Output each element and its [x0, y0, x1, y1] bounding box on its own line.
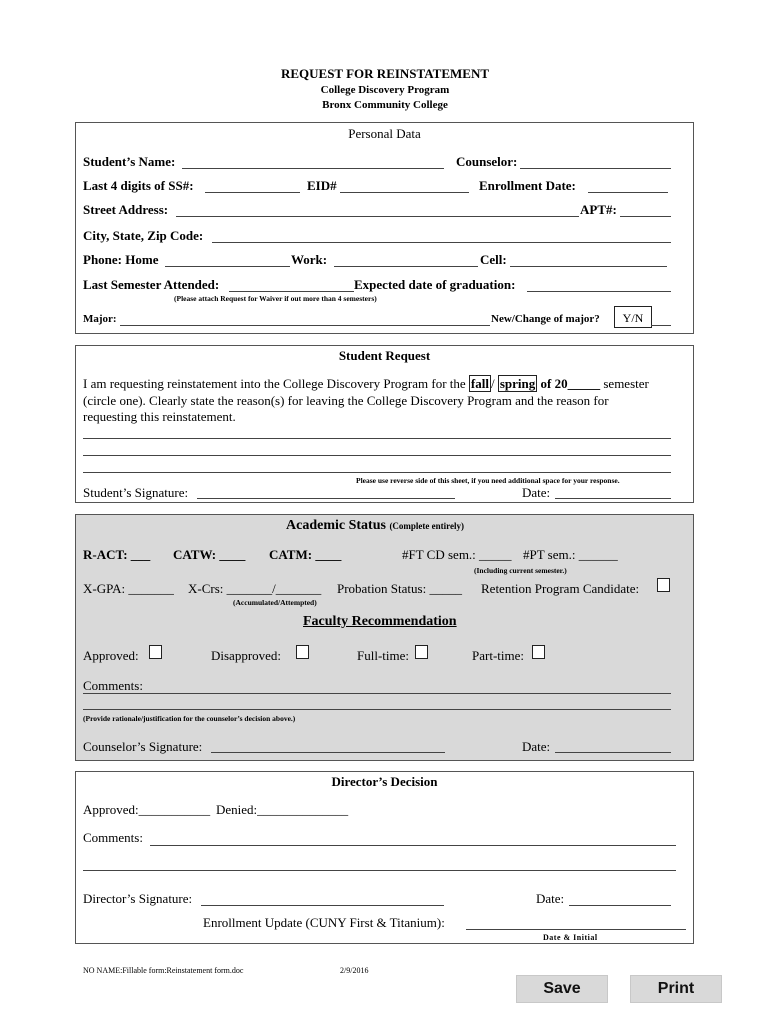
year-field[interactable]: of 20_____	[540, 376, 601, 391]
approved-checkbox[interactable]	[149, 645, 162, 659]
request-line-2: (circle one). Clearly state the reason(s) for leaving the College Discovery Program and the reason for	[83, 393, 609, 408]
rationale-note: (Provide rationale/justification for the counselor’s decision above.)	[83, 714, 296, 723]
enrollment-date-label: Enrollment Date:	[479, 178, 576, 193]
cell-field[interactable]	[510, 266, 667, 267]
counselor-signature-field[interactable]	[211, 752, 445, 753]
director-date-label: Date:	[536, 891, 565, 906]
director-comments-line-2[interactable]	[83, 870, 676, 871]
xgpa-field[interactable]: X-GPA: _______	[83, 581, 174, 596]
phone-home-label: Phone: Home	[83, 252, 159, 267]
probation-field[interactable]: Probation Status: _____	[337, 581, 462, 596]
ss-label: Last 4 digits of SS#:	[83, 178, 194, 193]
major-field[interactable]	[120, 325, 490, 326]
enrollment-update-label: Enrollment Update (CUNY First & Titanium):	[203, 915, 445, 930]
faculty-recommendation-heading: Faculty Recommendation	[303, 614, 457, 629]
cell-label: Cell:	[480, 252, 507, 267]
fulltime-label: Full-time:	[357, 648, 409, 663]
footer-filename: NO NAME:Fillable form:Reinstatement form.doc	[83, 966, 244, 975]
director-comments-field[interactable]	[150, 845, 676, 846]
pt-sem-field[interactable]: #PT sem.: ______	[523, 547, 618, 562]
reason-line-2[interactable]	[83, 455, 671, 456]
reverse-side-note: Please use reverse side of this sheet, if you need additional space for your response.	[356, 476, 620, 485]
accumulated-note: (Accumulated/Attempted)	[233, 598, 317, 607]
xcrs-field[interactable]: X-Crs: _______/_______	[188, 581, 322, 596]
student-signature-field[interactable]	[197, 498, 455, 499]
semester-word: semester	[603, 376, 649, 391]
counselor-field[interactable]	[520, 168, 671, 169]
fulltime-checkbox[interactable]	[415, 645, 428, 659]
eid-field[interactable]	[340, 192, 469, 193]
change-major-underline	[651, 325, 671, 326]
street-label: Street Address:	[83, 202, 169, 217]
city-label: City, State, Zip Code:	[83, 228, 204, 243]
faculty-comments-line-2[interactable]	[83, 709, 671, 710]
disapproved-label: Disapproved:	[211, 648, 282, 663]
work-field[interactable]	[334, 266, 478, 267]
counselor-label: Counselor:	[456, 154, 518, 169]
student-date-label: Date:	[522, 485, 551, 500]
street-field[interactable]	[176, 216, 579, 217]
counselor-signature-label: Counselor’s Signature:	[83, 739, 203, 754]
student-date-field[interactable]	[555, 498, 671, 499]
last-semester-label: Last Semester Attended:	[83, 277, 220, 292]
request-line-3: requesting this reinstatement.	[83, 409, 236, 424]
last-semester-field[interactable]	[229, 291, 354, 292]
including-note: (Including current semester.)	[474, 566, 567, 575]
ract-field[interactable]: R-ACT: ___	[83, 547, 151, 562]
director-signature-field[interactable]	[201, 905, 444, 906]
spring-option[interactable]: spring	[499, 376, 536, 391]
student-name-field[interactable]	[182, 168, 444, 169]
director-decision-heading: Director’s Decision	[331, 774, 438, 789]
eid-label: EID#	[307, 178, 337, 193]
catw-field[interactable]: CATW: ____	[173, 547, 246, 562]
academic-status-title: Academic Status	[286, 518, 386, 533]
faculty-comments-field[interactable]	[83, 693, 671, 694]
ss-field[interactable]	[205, 192, 300, 193]
academic-status-heading	[286, 518, 464, 534]
date-initial-note: Date & Initial	[543, 933, 598, 942]
catm-field[interactable]: CATM: ____	[269, 547, 342, 562]
city-field[interactable]	[212, 242, 671, 243]
ft-cd-sem-field[interactable]: #FT CD sem.: _____	[402, 547, 512, 562]
expected-grad-label: Expected date of graduation:	[354, 277, 516, 292]
footer-date: 2/9/2016	[340, 966, 369, 975]
approved-label: Approved:	[83, 648, 139, 663]
retention-label: Retention Program Candidate:	[481, 581, 640, 596]
apt-label: APT#:	[580, 202, 617, 217]
change-major-yn[interactable]: Y/N	[614, 306, 652, 328]
major-label: Major:	[83, 313, 117, 325]
save-button[interactable]: Save	[516, 975, 608, 1003]
form-subtitle-program: College Discovery Program	[320, 84, 450, 96]
counselor-date-field[interactable]	[555, 752, 671, 753]
reason-line-3[interactable]	[83, 472, 671, 473]
disapproved-checkbox[interactable]	[296, 645, 309, 659]
expected-grad-field[interactable]	[527, 291, 671, 292]
personal-data-heading: Personal Data	[348, 126, 421, 141]
director-signature-label: Director’s Signature:	[83, 891, 193, 906]
work-label: Work:	[291, 252, 328, 267]
print-button[interactable]: Print	[630, 975, 722, 1003]
retention-checkbox[interactable]	[657, 578, 670, 592]
phone-home-field[interactable]	[165, 266, 290, 267]
student-request-heading: Student Request	[338, 348, 431, 363]
change-major-label: New/Change of major?	[491, 313, 600, 325]
request-line-1	[83, 376, 649, 392]
fall-option[interactable]: fall	[470, 376, 489, 391]
apt-field[interactable]	[620, 216, 671, 217]
director-date-field[interactable]	[569, 905, 671, 906]
reason-line-1[interactable]	[83, 438, 671, 439]
parttime-checkbox[interactable]	[532, 645, 545, 659]
director-denied-field[interactable]: Denied:______________	[216, 802, 349, 817]
enrollment-update-field[interactable]	[466, 929, 686, 930]
request-line-1-text: I am requesting reinstatement into the College Discovery Program for the	[83, 376, 466, 391]
director-comments-label: Comments:	[83, 830, 143, 845]
waiver-note: (Please attach Request for Waiver if out more than 4 semesters)	[174, 294, 377, 303]
enrollment-date-field[interactable]	[588, 192, 668, 193]
director-approved-field[interactable]: Approved:___________	[83, 802, 211, 817]
student-name-label: Student’s Name:	[83, 154, 176, 169]
academic-status-note: (Complete entirely)	[389, 521, 464, 531]
form-title: REQUEST FOR REINSTATEMENT	[280, 66, 490, 81]
student-signature-label: Student’s Signature:	[83, 485, 189, 500]
faculty-comments-label: Comments:	[83, 678, 143, 693]
counselor-date-label: Date:	[522, 739, 551, 754]
fall-spring-separator: /	[490, 376, 495, 391]
form-subtitle-college: Bronx Community College	[322, 99, 448, 111]
parttime-label: Part-time:	[472, 648, 524, 663]
